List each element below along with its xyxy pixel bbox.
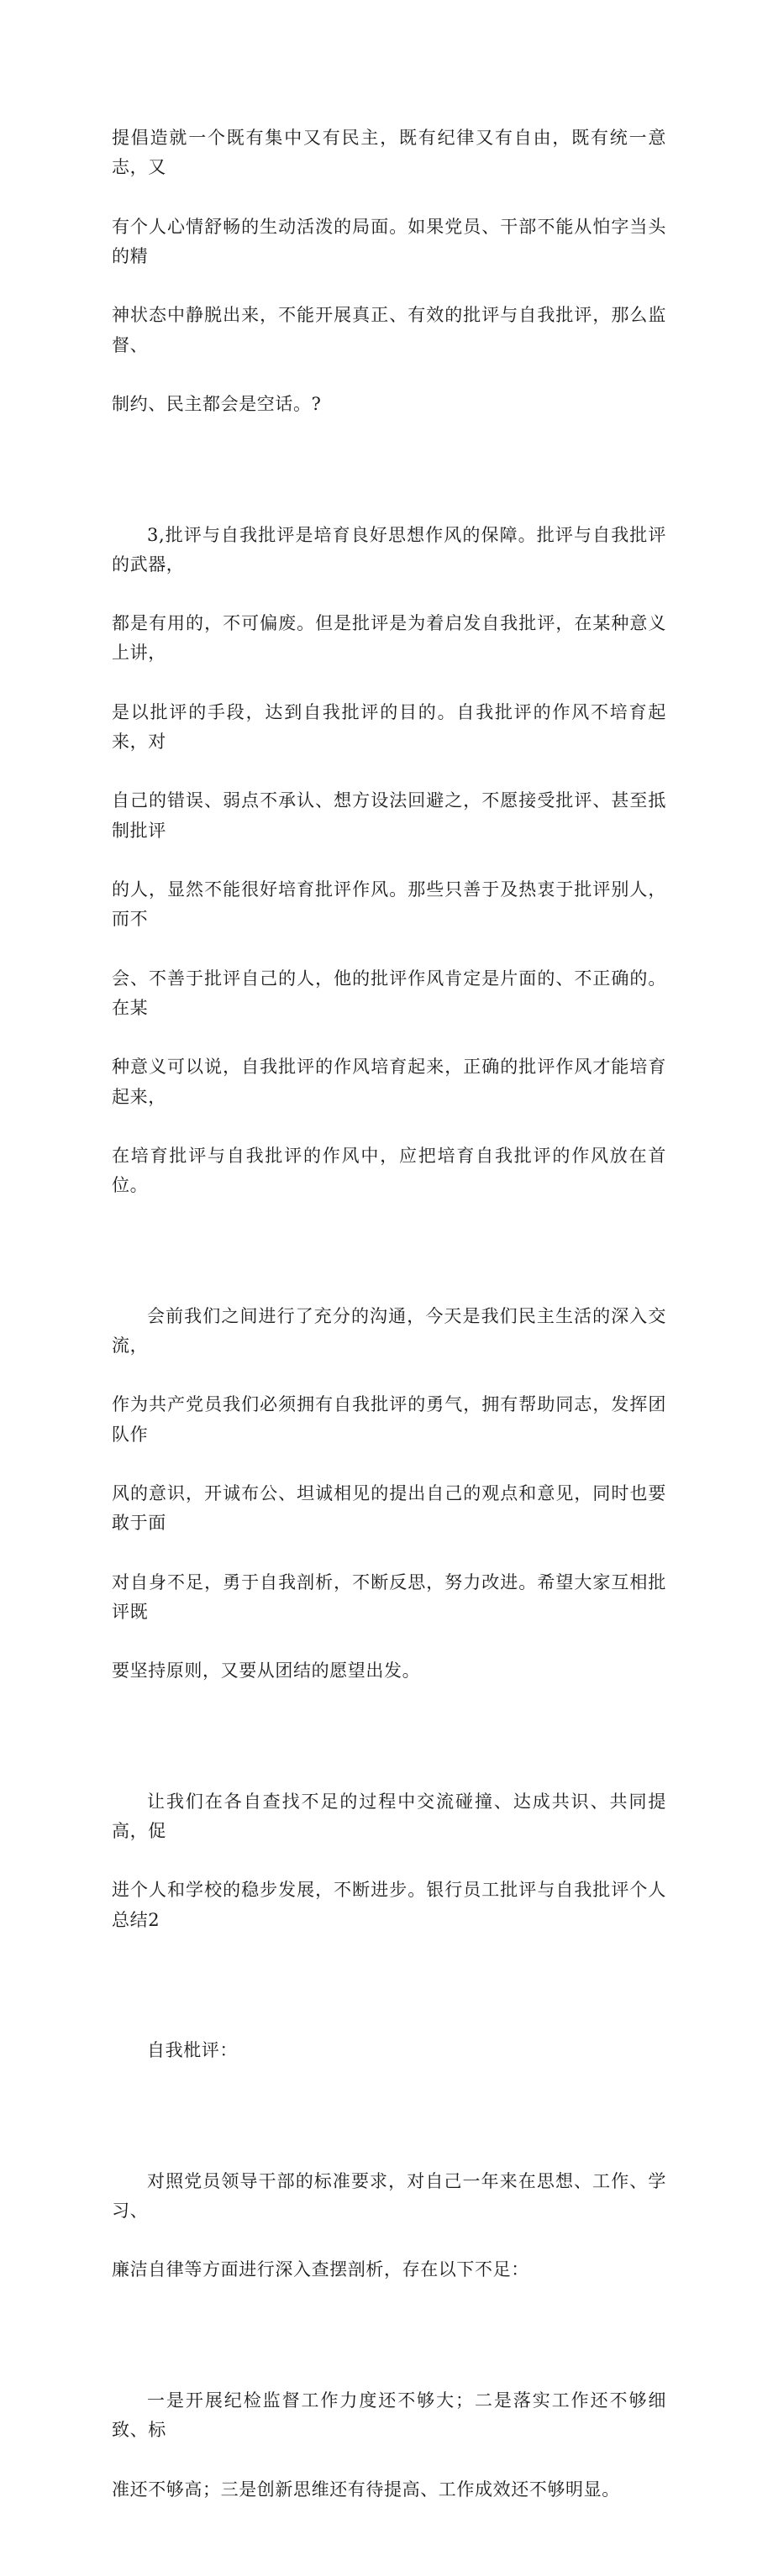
text-line: 有个人心情舒畅的生动活泼的局面。如果党员、干部不能从怕字当头的精 <box>112 216 666 267</box>
text-line: 作为共产党员我们必须拥有自我批评的勇气，拥有帮助同志，发挥团队作 <box>112 1394 666 1445</box>
text-line: 在培育批评与自我批评的作风中，应把培育自我批评的作风放在首位。 <box>112 1145 666 1196</box>
paragraph-4 <box>112 1758 666 1965</box>
text-line: 神状态中静脱出来，不能开展真正、有效的批评与自我批评，那么监督、 <box>112 305 666 355</box>
paragraph-6 <box>112 2138 666 2315</box>
text-line: 准还不够高；三是创新思维还有待提高、工作成效还不够明显。 <box>112 2479 620 2500</box>
text-line: 对照党员领导干部的标准要求，对自己一年来在思想、工作、学习、 <box>112 2170 666 2221</box>
text-line: 风的意识，开诚布公、坦诚相见的提出自己的观点和意见，同时也要敢于面 <box>112 1482 666 1534</box>
text-line: 让我们在各自查找不足的过程中交流碰撞、达成共识、共同提高，促 <box>112 1791 666 1841</box>
text-line: 是以批评的手段，达到自我批评的目的。自我批评的作风不培育起来，对 <box>112 701 666 753</box>
text-line: 一是开展纪检监督工作力度还不够大；二是落实工作还不够细致、标 <box>112 2390 666 2441</box>
paragraph-3 <box>112 1272 666 1716</box>
paragraph-1 <box>112 94 666 449</box>
text-line: 种意义可以说，自我批评的作风培育起来，正确的批评作风才能培育起来， <box>112 1057 666 1107</box>
text-line: 会、不善于批评自己的人，他的批评作风肯定是片面的、不正确的。在某 <box>112 968 666 1018</box>
text-line: 3,批评与自我批评是培育良好思想作风的保障。批评与自我批评的武器， <box>112 524 666 574</box>
text-line: 提倡造就一个既有集中又有民主，既有纪律又有自由，既有统一意志，又 <box>112 128 666 178</box>
text-line: 要坚持原则，又要从团结的愿望出发。 <box>112 1660 421 1681</box>
text-line: 的人，显然不能很好培育批评作风。那些只善于及热衷于批评别人，而不 <box>112 879 666 930</box>
paragraph-2 <box>112 491 666 1230</box>
text-line: 自己的错误、弱点不承认、想方设法回避之，不愿接受批评、甚至抵制批评 <box>112 790 666 841</box>
text-line: 会前我们之间进行了充分的沟通，今天是我们民主生活的深入交流， <box>112 1305 666 1356</box>
paragraph-5 <box>112 2007 666 2096</box>
document-body <box>112 94 666 2576</box>
text-line: 都是有用的，不可偏废。但是批评是为着启发自我批评，在某种意义上讲， <box>112 613 666 664</box>
paragraph-7 <box>112 2357 666 2534</box>
section-heading: 自我枇评： <box>147 2040 238 2061</box>
text-line: 进个人和学校的稳步发展，不断进步。银行员工批评与自我批评个人总结2 <box>112 1880 666 1930</box>
text-line: 廉洁自律等方面进行深入查摆剖析，存在以下不足： <box>112 2259 529 2280</box>
text-line: 制约、民主都会是空话。? <box>112 394 322 415</box>
text-line: 对自身不足，勇于自我剖析，不断反思，努力改进。希望大家互相批评既 <box>112 1571 666 1622</box>
